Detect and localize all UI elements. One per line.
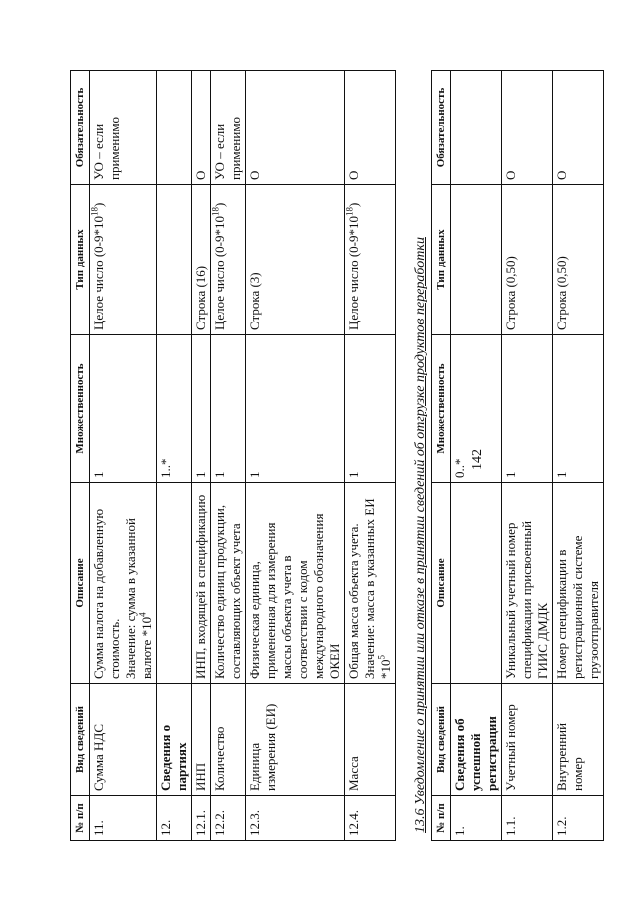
column-header: Тип данных (432, 185, 451, 335)
obligation: О (553, 71, 604, 185)
obligation: О (246, 71, 345, 185)
data-type (345, 185, 396, 335)
description-text: Количество единиц продукции, составляющих объект учета (212, 504, 243, 679)
data-type (90, 185, 157, 335)
table-row (211, 71, 246, 841)
table-row (246, 71, 345, 841)
description (90, 483, 157, 684)
section-row (157, 71, 192, 841)
info-name: Внутренний номер (553, 684, 604, 796)
exponent: 18 (344, 207, 355, 216)
data-type-end: ) (91, 202, 106, 207)
column-header: Описание (71, 483, 90, 684)
table-row (345, 71, 396, 841)
section-row (451, 71, 502, 841)
column-header: № п/п (432, 796, 451, 841)
exponent: 5 (376, 655, 387, 660)
row-number: 12.3. (246, 796, 345, 841)
info-name: Масса (345, 684, 396, 796)
multiplicity: 1..* (157, 335, 192, 483)
row-number: 1.2. (553, 796, 604, 841)
data-type-text: Целое число (0-9*10 (212, 216, 227, 330)
table-row (192, 71, 211, 841)
data-type-text: Строка (3) (247, 272, 262, 330)
description (553, 483, 604, 684)
column-header: Обязательность (432, 71, 451, 185)
obligation: О (345, 71, 396, 185)
row-number: 11. (90, 796, 157, 841)
description-text: Сумма налога на добавленную стоимость. Значение: сумма в указанной валюте *10 (91, 508, 154, 679)
multiplicity: 0..* (451, 335, 502, 483)
data-type-text: Строка (16) (193, 265, 208, 330)
info-name: Сведения о партиях (157, 684, 192, 796)
info-name: Учетный номер (502, 684, 553, 796)
obligation (451, 71, 502, 185)
obligation: УО – если применимо (211, 71, 246, 185)
obligation (157, 71, 192, 185)
multiplicity: 1 (192, 335, 211, 483)
description-text: Физическая единица, примененная для измерения массы объекта учета в соответствии с кодом международного обозначения ОКЕИ (247, 513, 342, 679)
page-number: 142 (470, 449, 485, 470)
data-type (246, 185, 345, 335)
exponent: 4 (137, 612, 148, 617)
multiplicity: 1 (345, 335, 396, 483)
data-type-text: Строка (0,50) (503, 256, 518, 330)
table-header-row (432, 71, 451, 841)
exponent: 18 (210, 207, 221, 216)
column-header: Множественность (432, 335, 451, 483)
data-type (553, 185, 604, 335)
description (157, 483, 192, 684)
description (345, 483, 396, 684)
exponent: 18 (89, 207, 100, 216)
obligation: УО – если применимо (90, 71, 157, 185)
info-name: Сумма НДС (90, 684, 157, 796)
description (192, 483, 211, 684)
column-header: № п/п (71, 796, 90, 841)
table-header-row (71, 71, 90, 841)
attributes-table-12 (70, 70, 396, 841)
data-type-end: ) (346, 202, 361, 207)
column-header: Тип данных (71, 185, 90, 335)
multiplicity: 1 (246, 335, 345, 483)
data-type (451, 185, 502, 335)
row-number: 12.2. (211, 796, 246, 841)
info-name: Сведения об успешной регистрации (451, 684, 502, 796)
description (246, 483, 345, 684)
data-type (211, 185, 246, 335)
obligation: О (502, 71, 553, 185)
multiplicity: 1 (553, 335, 604, 483)
column-header: Вид сведений (432, 684, 451, 796)
data-type-text: Целое число (0-9*10 (346, 216, 361, 330)
data-type-text: Строка (0,50) (554, 256, 569, 330)
column-header: Вид сведений (71, 684, 90, 796)
data-type (502, 185, 553, 335)
description-text: Уникальный учетный номер спецификации присвоенный ГИИС ДМДК (503, 520, 550, 679)
data-type (192, 185, 211, 335)
column-header: Множественность (71, 335, 90, 483)
description-text: Общая масса объекта учета. Значение: масса в указанных ЕИ *10 (346, 498, 393, 679)
row-number: 12.4. (345, 796, 396, 841)
description-text: ИНП, входящей в спецификацию (193, 494, 208, 679)
description-text: Номер спецификации в регистрационной системе грузоотправителя (554, 535, 601, 679)
description (211, 483, 246, 684)
multiplicity: 1 (502, 335, 553, 483)
row-number: 12. (157, 796, 192, 841)
column-header: Описание (432, 483, 451, 684)
multiplicity: 1 (211, 335, 246, 483)
data-type (157, 185, 192, 335)
table-row (553, 71, 604, 841)
multiplicity: 1 (90, 335, 157, 483)
row-number: 12.1. (192, 796, 211, 841)
column-header: Обязательность (71, 71, 90, 185)
section-heading: 13.6 Уведомление о принятии или отказе в принятии сведений об отгрузке продуктов переработки (413, 237, 428, 833)
data-type-end: ) (212, 202, 227, 207)
table-row (502, 71, 553, 841)
row-number: 1. (451, 796, 502, 841)
row-number: 1.1. (502, 796, 553, 841)
info-name: Количество (211, 684, 246, 796)
description (451, 483, 502, 684)
description (502, 483, 553, 684)
data-type-text: Целое число (0-9*10 (91, 216, 106, 330)
info-name: Единица измерения (ЕИ) (246, 684, 345, 796)
info-name: ИНП (192, 684, 211, 796)
obligation: О (192, 71, 211, 185)
notification-table-13-6 (431, 70, 604, 841)
table-row (90, 71, 157, 841)
